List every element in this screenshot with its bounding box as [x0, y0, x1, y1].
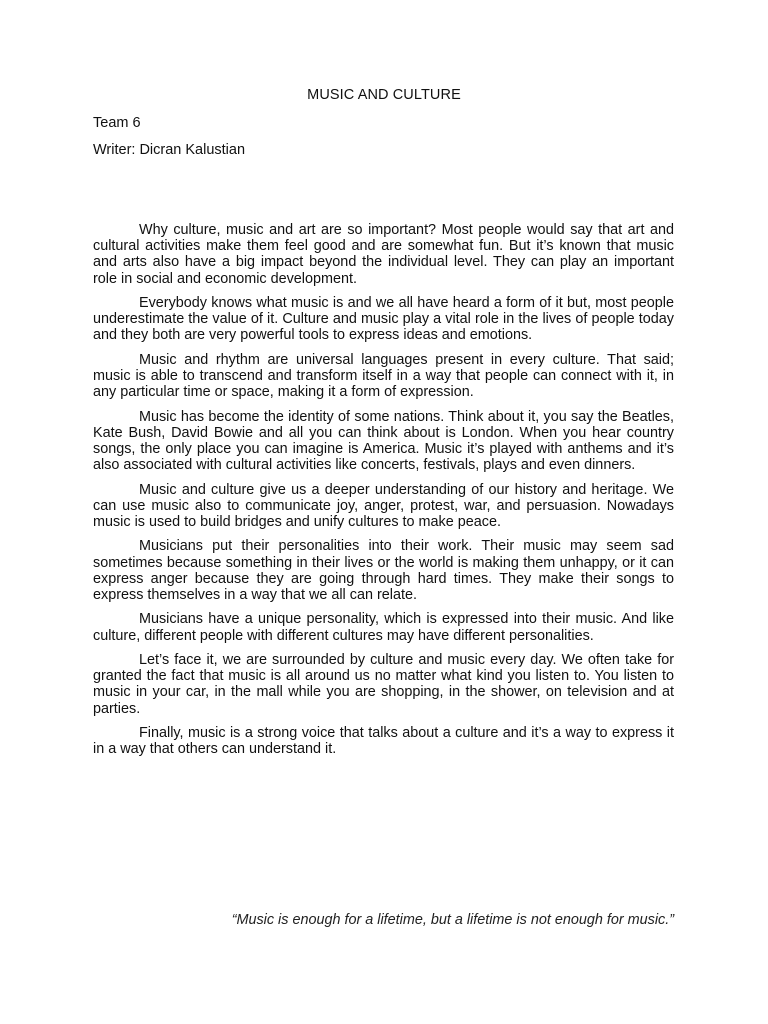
paragraph: Musicians put their personalities into their work. Their music may seem sad sometimes because something in their lives or the world is making them unhappy, or it can express anger because they are going through hard times. They make their songs to express themselves in a way that we all can relate.	[93, 538, 674, 603]
paragraph: Musicians have a unique personality, which is expressed into their music. And like culture, different people with different cultures may have different personalities.	[93, 611, 674, 644]
paragraph: Let’s face it, we are surrounded by culture and music every day. We often take for granted the fact that music is all around us no matter what kind you listen to. You listen to music in your car, in the mall while you are shopping, in the shower, on television and at parties.	[93, 651, 674, 717]
document-body	[93, 222, 674, 766]
document-title: MUSIC AND CULTURE	[307, 87, 461, 103]
closing-quote: “Music is enough for a lifetime, but a lifetime is not enough for music.”	[231, 912, 674, 928]
paragraph: Music and culture give us a deeper understanding of our history and heritage. We can use music also to communicate joy, anger, protest, war, and persuasion. Nowadays music is used to build bridges and unify cultures to make peace.	[93, 481, 674, 530]
team-label: Team 6	[93, 115, 141, 131]
writer-label: Writer: Dicran Kalustian	[93, 142, 246, 158]
paragraph: Why culture, music and art are so important? Most people would say that art and cultural activities make them feel good and are somewhat fun. But it’s known that music and arts also have a big impact beyond the individual level. They can play an important role in social and economic development.	[93, 222, 674, 287]
paragraph: Music has become the identity of some nations. Think about it, you say the Beatles, Kate Bush, David Bowie and all you can think about is London. When you hear country songs, the only place you can imagine is America. Music it’s played with anthems and it’s also associated with cultural activities like concerts, festivals, plays and even dinners.	[93, 408, 674, 474]
paragraph: Music and rhythm are universal languages present in every culture. That said; music is able to transcend and transform itself in a way that people can connect with it, in any particular time or space, making it a form of expression.	[93, 351, 674, 401]
paragraph: Everybody knows what music is and we all have heard a form of it but, most people underestimate the value of it. Culture and music play a vital role in the lives of people today and they both are very powerful tools to express ideas and emotions.	[93, 295, 674, 344]
paragraph: Finally, music is a strong voice that talks about a culture and it’s a way to express it in a way that others can understand it.	[93, 724, 674, 758]
